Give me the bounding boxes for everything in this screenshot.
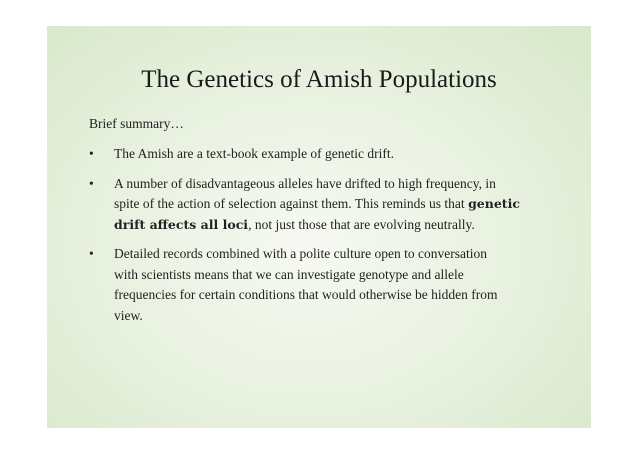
slide-title: The Genetics of Amish Populations [141,66,497,93]
bullet-item [89,244,569,326]
bullet-text-segment: , not just those that are evolving neutrally. [248,216,475,232]
bullet-list [89,144,569,335]
bullet-text-line: Detailed records combined with a polite culture open to conversation [114,246,488,261]
slide [47,26,591,428]
bullet-text-segment: spite of the action of selection against them. This reminds us that [114,196,465,211]
bullet-text-line [114,194,569,215]
bullet-text-line: frequencies for certain conditions that would otherwise be hidden from [114,287,498,302]
bullet-item [89,144,569,165]
bullet-text-line: with scientists means that we can investigate genotype and allele [114,266,464,282]
bullet-text-line: A number of disadvantageous alleles have drifted to high frequency, in [114,175,496,191]
bullet-marker: • [89,146,94,161]
bold-emphasis: drift affects all loci [114,216,249,232]
bullet-marker: • [89,175,94,191]
bullet-text-line: view. [114,307,143,323]
summary-heading: Brief summary… [89,116,184,131]
bold-emphasis: genetic [468,196,520,211]
bullet-text-line [114,215,569,236]
bullet-marker: • [89,246,94,261]
bullet-text-line: The Amish are a text-book example of genetic drift. [114,146,395,161]
bullet-item [89,174,569,236]
